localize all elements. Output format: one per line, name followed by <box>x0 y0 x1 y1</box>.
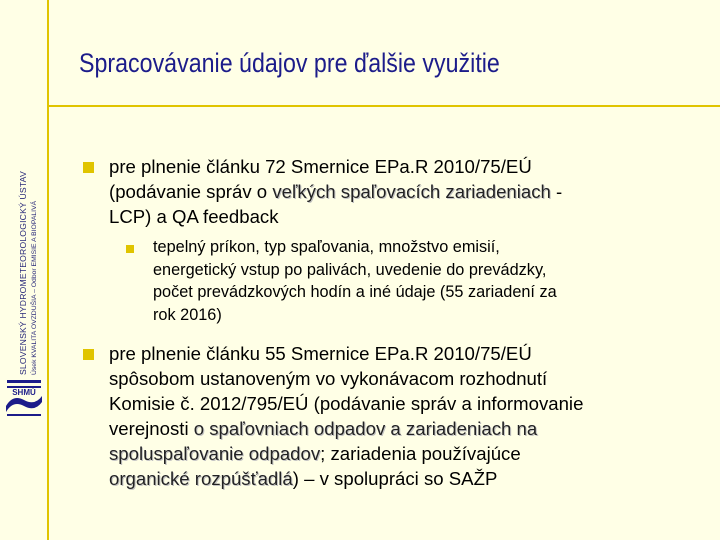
bullet-marker <box>83 162 94 173</box>
highlight-text: spoluspaľovanie odpadov <box>109 443 321 464</box>
bullet-2-line: Komisie č. 2012/795/EÚ (podávanie správ a informovanie <box>109 393 584 414</box>
bullet-2 <box>109 341 583 491</box>
bullet-1-line: pre plnenie článku 72 Smernice EPa.R 2010/75/EÚ <box>109 156 532 177</box>
logo-text: SHMÚ <box>12 388 36 397</box>
sub-bullet-line: tepelný príkon, typ spaľovania, množstvo emisií, <box>153 238 500 256</box>
sub-bullet-marker <box>126 245 134 253</box>
bullet-2-line: verejnosti o spaľovniach odpadov a zariadeniach na <box>109 418 538 439</box>
page-title: Spracovávanie údajov pre ďalšie využitie <box>79 48 500 78</box>
sub-bullet-line: rok 2016) <box>153 305 222 324</box>
bullet-1-line: LCP) a QA feedback <box>109 206 279 227</box>
bullet-2-line: spôsobom ustanoveným vo vykonávacom rozhodnutí <box>109 368 548 389</box>
sub-bullet-line: energetický vstup po palivách, uvedenie do prevádzky, <box>153 260 547 279</box>
bullet-1-line: (podávanie správ o veľkých spaľovacích zariadeniach - <box>109 181 563 202</box>
bullet-1 <box>109 154 562 229</box>
highlight-text: veľkých spaľovacích zariadeniach <box>272 181 551 202</box>
sub-bullet-line: počet prevádzkových hodín a iné údaje (55 zariadení za <box>153 283 557 301</box>
bullet-2-line: pre plnenie článku 55 Smernice EPa.R 2010/75/EÚ <box>109 343 532 364</box>
division-name: Úsek KVALITA OVZDUŠIA – Odbor EMISIE A BIOPALIVÁ <box>31 200 38 375</box>
highlight-text: o spaľovniach odpadov a zariadeniach na <box>193 418 538 439</box>
organization-name: SLOVENSKÝ HYDROMETEOROLOGICKÝ ÚSTAV <box>18 171 28 375</box>
highlight-text: organické rozpúšťadlá <box>109 468 293 489</box>
bullet-2-line: spoluspaľovanie odpadov; zariadenia používajúce <box>109 443 521 464</box>
sub-bullet-1 <box>153 236 557 326</box>
bullet-2-line: organické rozpúšťadlá) – v spolupráci so SAŽP <box>109 468 498 489</box>
bullet-marker <box>83 349 94 360</box>
